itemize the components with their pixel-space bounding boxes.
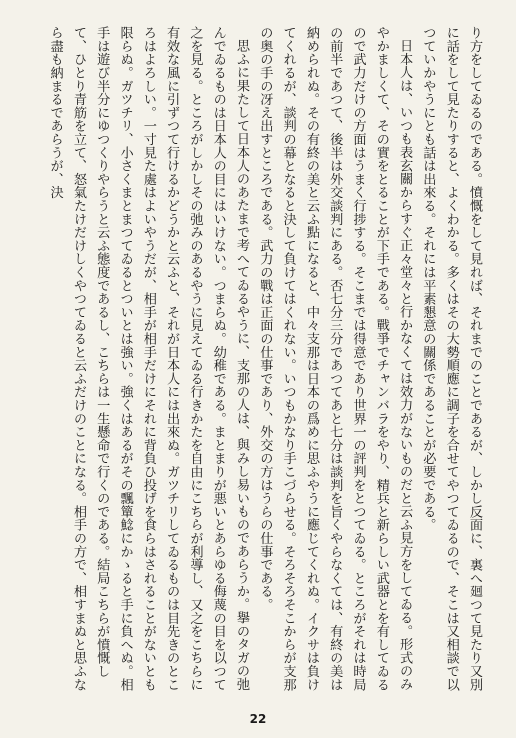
paragraph-2: 日本人は、いつも表玄關からすぐ正々堂々と行かなくては效力がないものだと云ふ見方をしてゐる。形式のみやかましくて、その實をとることが下手である。戰爭でチャンバラをやり、精兵と新らしい武器とを有してゐるので武力だけの方面はうまく行捗する。そこまでは得意であり世界一の評判をとつてゐる。ところがそれは時局の前半であつて、後半は外交談判にある。否七分三分であつてあと七分は談判を旨くやらなくては、有終の美は納められぬ。その有終の美と云ふ點になると、中々支那は日本の爲めに思ふやうに應じてくれぬ。イクサは負けてくれるが、談判の幕となると決して負けてはくれない。いつもかなり手こづらせる。そろそろそこからが支那の奥の手の冴え出すところである。武力の戰は正面の仕事であり、外交の方はうらの仕事である。 <box>257 26 413 691</box>
paragraph-3: 思ふに果たして日本人のあたまで考へてゐるやうに、支那の人は、與みし易いものであらうか。擧のタガの弛んでゐるものは日本人の目にはいけない。つまらぬ。幼稚である。まとまりが悪いとあらゆる侮蔑の目を以つて之を見る。ところがしかしその弛みのあるやうに見えてゐる行きかたを自由にこちらが利導し、又之をこちらに有效な風に引ずつて行けるかどうかと云ふと、それが日本人には出來ぬ。ガツチリしてゐるものは目先きのところはよろしい。一寸見た處はよいやうだが、相手が相手だけにそれに背負ひ投げを食らはされることがないとも限らぬ。ガツチリ、小さくまとまつてゐるとついとは強い。強くはあるがその飄簞鯰にかゝると手に負へぬ。相手は遊び半分にゆつくりやらうと云ふ態度であるし、こちらは一生懸命で行くのである。結局こちらが憤慨して、ひとり青筋を立て、怒氣たけだけしくやつてゐると云ふだけのことになる。相手の方で、相すまぬと思ふなら盡も納まるであらうが、決 <box>47 26 250 691</box>
paragraph-1: り方をしてゐるのである。憤慨をして見れば、それまでのことであるが、しかし反面に、裏へ廻つて見たり又別に話をして見たりすると、よくわかる。多くはその大勢順應に調子を合せてやつてゐるので、そこは又相談で以つていかやうにとも話は出來る。それには平素懇意の關係であることが必要である。 <box>420 26 482 691</box>
page-number: 22 <box>249 712 267 726</box>
vertical-text-body <box>43 26 486 698</box>
